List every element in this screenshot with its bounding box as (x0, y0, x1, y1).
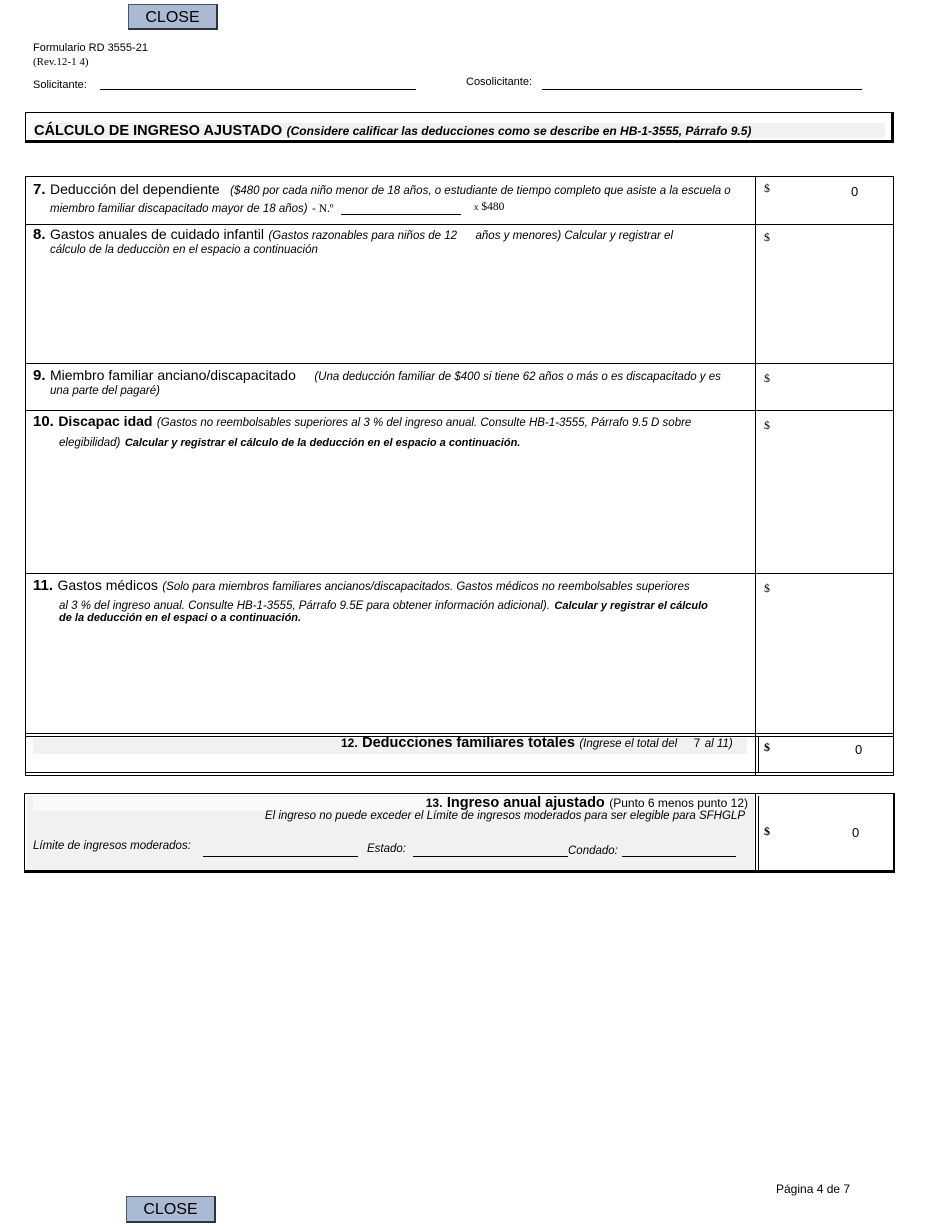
applicant-label: Solicitante: (33, 79, 87, 91)
form-revision: (Rev.12-1 4) (33, 56, 89, 68)
item-8: 8. Gastos anuales de cuidado infantil (Gastos razonables para niños de 12 años y menores) Calcular y registrar el (33, 226, 674, 243)
coapplicant-label: Cosolicitante: (466, 76, 533, 88)
close-button-bottom[interactable]: CLOSE (126, 1196, 216, 1223)
item-7: 7. Deducción del dependiente ($480 por cada niño menor de 18 años, o estudiante de tiempo completo que asiste a la escuela o (33, 181, 731, 198)
section-header (25, 112, 894, 143)
county-label: Condado: (568, 845, 618, 857)
item-10: 10. Discapac idad (Gastos no reembolsables superiores al 3 % del ingreso anual. Consulte HB-1-3555, Párrafo 9.5 D sobre (33, 413, 692, 430)
item-9: 9. Miembro familiar anciano/discapacitado (Una deducción familiar de $400 si tiene 62 años o más o es discapacitado y es (33, 367, 721, 384)
item-8-calculation-area[interactable] (30, 262, 750, 358)
item-7-value: 0 (851, 184, 859, 199)
applicant-field[interactable] (100, 89, 416, 90)
section-subtitle: (Considere calificar las deducciones como se describe en HB-1-3555, Párrafo 9.5) (286, 124, 752, 138)
county-field[interactable] (622, 856, 736, 857)
moderate-income-limit-field[interactable] (203, 856, 358, 857)
form-number: Formulario RD 3555-21 (33, 42, 148, 54)
close-button-top[interactable]: CLOSE (128, 4, 218, 30)
moderate-income-limit-label: Límite de ingresos moderados: (33, 840, 191, 852)
dependent-count-field[interactable] (341, 214, 461, 215)
state-field[interactable] (413, 856, 568, 857)
state-label: Estado: (367, 843, 406, 855)
coapplicant-field[interactable] (542, 89, 862, 90)
item-13-note: El ingreso no puede exceder el Límite de ingresos moderados para ser elegible para SFHGLP (264, 810, 745, 822)
item-12: 12. Deducciones familiares totales (Ingrese el total del 7 al 11) (341, 735, 733, 751)
item-13-adjusted-income-value: 0 (852, 825, 860, 840)
item-13: 13. Ingreso anual ajustado (Punto 6 menos punto 12) (425, 795, 748, 811)
page-number: Página 4 de 7 (776, 1182, 851, 1196)
item-11-calculation-area[interactable] (30, 632, 750, 728)
item-10-calculation-area[interactable] (30, 452, 750, 568)
section-title: CÁLCULO DE INGRESO AJUSTADO (34, 123, 283, 139)
item-11: 11. Gastos médicos (Solo para miembros familiares ancianos/discapacitados. Gastos médicos no reembolsables superiores (33, 577, 690, 594)
item-12-total-value: 0 (855, 742, 863, 757)
